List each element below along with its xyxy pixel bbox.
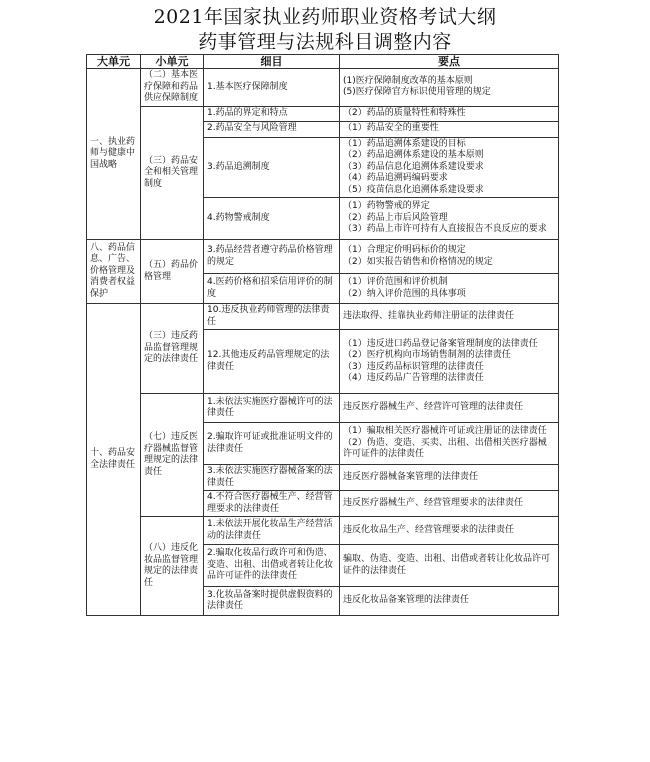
key-point: 违法取得、挂靠执业药师注册证的法律责任 bbox=[343, 310, 515, 321]
key-points-cell bbox=[340, 491, 559, 517]
table-row bbox=[87, 69, 559, 107]
key-point: （3）药品信息化追溯体系建设要求 bbox=[343, 161, 484, 172]
key-points-cell bbox=[340, 304, 559, 330]
key-point: （4）违反药品广告管理的法律责任 bbox=[343, 373, 484, 383]
key-point: （2）纳入评价范围的具体事项 bbox=[343, 288, 466, 299]
header-detail: 细目 bbox=[204, 55, 340, 69]
detail-cell: 1.基本医疗保障制度 bbox=[204, 69, 340, 107]
key-point: 违反医疗器械生产、经营管理要求的法律责任 bbox=[343, 497, 524, 508]
detail-cell: 3.化妆品备案时提供虚假资料的法律责任 bbox=[204, 587, 340, 616]
table-row bbox=[87, 106, 559, 121]
key-points-cell bbox=[340, 423, 559, 465]
key-points-cell bbox=[340, 274, 559, 304]
key-points-cell bbox=[340, 587, 559, 616]
key-points-cell bbox=[340, 545, 559, 587]
detail-cell: 3.药品追溯制度 bbox=[204, 137, 340, 198]
key-points-cell bbox=[340, 517, 559, 545]
document-subtitle: 药事管理与法规科目调整内容 bbox=[198, 31, 452, 53]
header-minor-unit: 小单元 bbox=[141, 55, 204, 69]
detail-cell: 3.药品经营者遵守药品价格管理的规定 bbox=[204, 240, 340, 274]
table-row bbox=[87, 394, 559, 423]
key-point: （1）药物警戒的界定 bbox=[343, 201, 430, 212]
minor-unit-cell: （七）违反医疗器械监督管理规定的法律责任 bbox=[141, 394, 204, 517]
major-unit-cell: 八、药品信息、广告、价格管理及消费者权益保护 bbox=[87, 240, 141, 304]
major-unit-cell: 十、药品安全法律责任 bbox=[87, 304, 141, 616]
header-major-unit: 大单元 bbox=[87, 55, 141, 69]
key-point: （2）药品追溯体系建设的基本原则 bbox=[343, 150, 484, 160]
minor-unit-cell: （三）违反药品监督管理规定的法律责任 bbox=[141, 304, 204, 394]
detail-cell: 4.不符合医疗器械生产、经营管理要求的法律责任 bbox=[204, 491, 340, 517]
detail-cell: 12.其他违反药品管理规定的法律责任 bbox=[204, 330, 340, 394]
table-row bbox=[87, 304, 559, 330]
key-points-cell bbox=[340, 137, 559, 198]
minor-unit-cell: （三）药品安全和相关管理制度 bbox=[141, 106, 204, 240]
key-point: 违反医疗器械生产、经营许可管理的法律责任 bbox=[343, 402, 524, 413]
key-point: （2）伪造、变造、买卖、出租、出借相关医疗器械许可证件的法律责任 bbox=[343, 437, 547, 460]
key-point: （1）评价范围和评价机制 bbox=[343, 277, 448, 287]
key-point: （3）药品上市许可持有人直接报告不良反应的要求 bbox=[343, 224, 547, 235]
detail-cell: 1.未依法开展化妆品生产经营活动的法律责任 bbox=[204, 517, 340, 545]
key-point: （1）合理定价明码标价的规定 bbox=[343, 245, 466, 255]
table-header-row bbox=[87, 55, 559, 69]
key-point: 骗取、伪造、变造、出租、出借或者转让化妆品许可证件的法律责任 bbox=[343, 554, 551, 576]
key-point: （2）如实报告销售和价格情况的规定 bbox=[343, 256, 493, 267]
detail-cell: 4.医药价格和招采信用评价的制度 bbox=[204, 274, 340, 304]
key-points-cell bbox=[340, 106, 559, 121]
table-row bbox=[87, 517, 559, 545]
key-points-cell bbox=[340, 465, 559, 491]
exam-outline-table bbox=[86, 54, 559, 616]
key-point: （3）违反药品标识管理的法律责任 bbox=[343, 361, 484, 372]
key-point: （2）医疗机构向市场销售制剂的法律责任 bbox=[343, 350, 511, 360]
key-points-cell bbox=[340, 198, 559, 240]
key-point: （5）疫苗信息化追溯体系建设要求 bbox=[343, 184, 484, 195]
detail-cell: 2.骗取化妆品行政许可和伪造、变造、出租、出借或者转让化妆品许可证件的法律责任 bbox=[204, 545, 340, 587]
detail-cell: 1.药品的界定和特点 bbox=[204, 106, 340, 121]
key-point: 违反医疗器械备案管理的法律责任 bbox=[343, 471, 479, 482]
table-row bbox=[87, 240, 559, 274]
detail-cell: 3.未依法实施医疗器械备案的法律责任 bbox=[204, 465, 340, 491]
key-point: （4）药品追溯码编码要求 bbox=[343, 173, 448, 183]
key-point: 违反化妆品备案管理的法律责任 bbox=[343, 595, 470, 606]
minor-unit-cell: （五）药品价格管理 bbox=[141, 240, 204, 304]
document-title: 2021年国家执业药师职业资格考试大纲 bbox=[153, 6, 497, 28]
key-points-cell bbox=[340, 330, 559, 394]
major-unit-cell: 一、执业药师与健康中国战略 bbox=[87, 69, 141, 240]
key-point: （2）药品上市后风险管理 bbox=[343, 212, 448, 223]
key-point: （1）骗取相关医疗器械许可证或注册证的法律责任 bbox=[343, 426, 547, 437]
key-points-cell bbox=[340, 69, 559, 107]
header-key-points: 要点 bbox=[340, 55, 559, 69]
key-point: （2）药品的质量特性和特殊性 bbox=[343, 107, 466, 118]
key-point: （1）药品安全的重要性 bbox=[343, 123, 439, 134]
detail-cell: 4.药物警戒制度 bbox=[204, 198, 340, 240]
key-point: (1)医疗保障制度改革的基本原则 bbox=[343, 75, 473, 86]
key-point: (5)医疗保障官方标识使用管理的规定 bbox=[343, 87, 491, 98]
detail-cell: 10.违反执业药师管理的法律责任 bbox=[204, 304, 340, 330]
detail-cell: 2.骗取许可证或批准证明文件的法律责任 bbox=[204, 423, 340, 465]
key-point: （1）药品追溯体系建设的目标 bbox=[343, 138, 466, 149]
detail-cell: 1.未依法实施医疗器械许可的法律责任 bbox=[204, 394, 340, 423]
minor-unit-cell: （八）违反化妆品监督管理规定的法律责任 bbox=[141, 517, 204, 616]
key-point: 违反化妆品生产、经营管理要求的法律责任 bbox=[343, 524, 515, 535]
key-points-cell bbox=[340, 394, 559, 423]
minor-unit-cell: （二）基本医疗保障和药品供应保障制度 bbox=[141, 69, 204, 107]
key-points-cell bbox=[340, 240, 559, 274]
key-point: （1）违反进口药品登记备案管理制度的法律责任 bbox=[343, 338, 538, 349]
detail-cell: 2.药品安全与风险管理 bbox=[204, 121, 340, 137]
key-points-cell bbox=[340, 121, 559, 137]
